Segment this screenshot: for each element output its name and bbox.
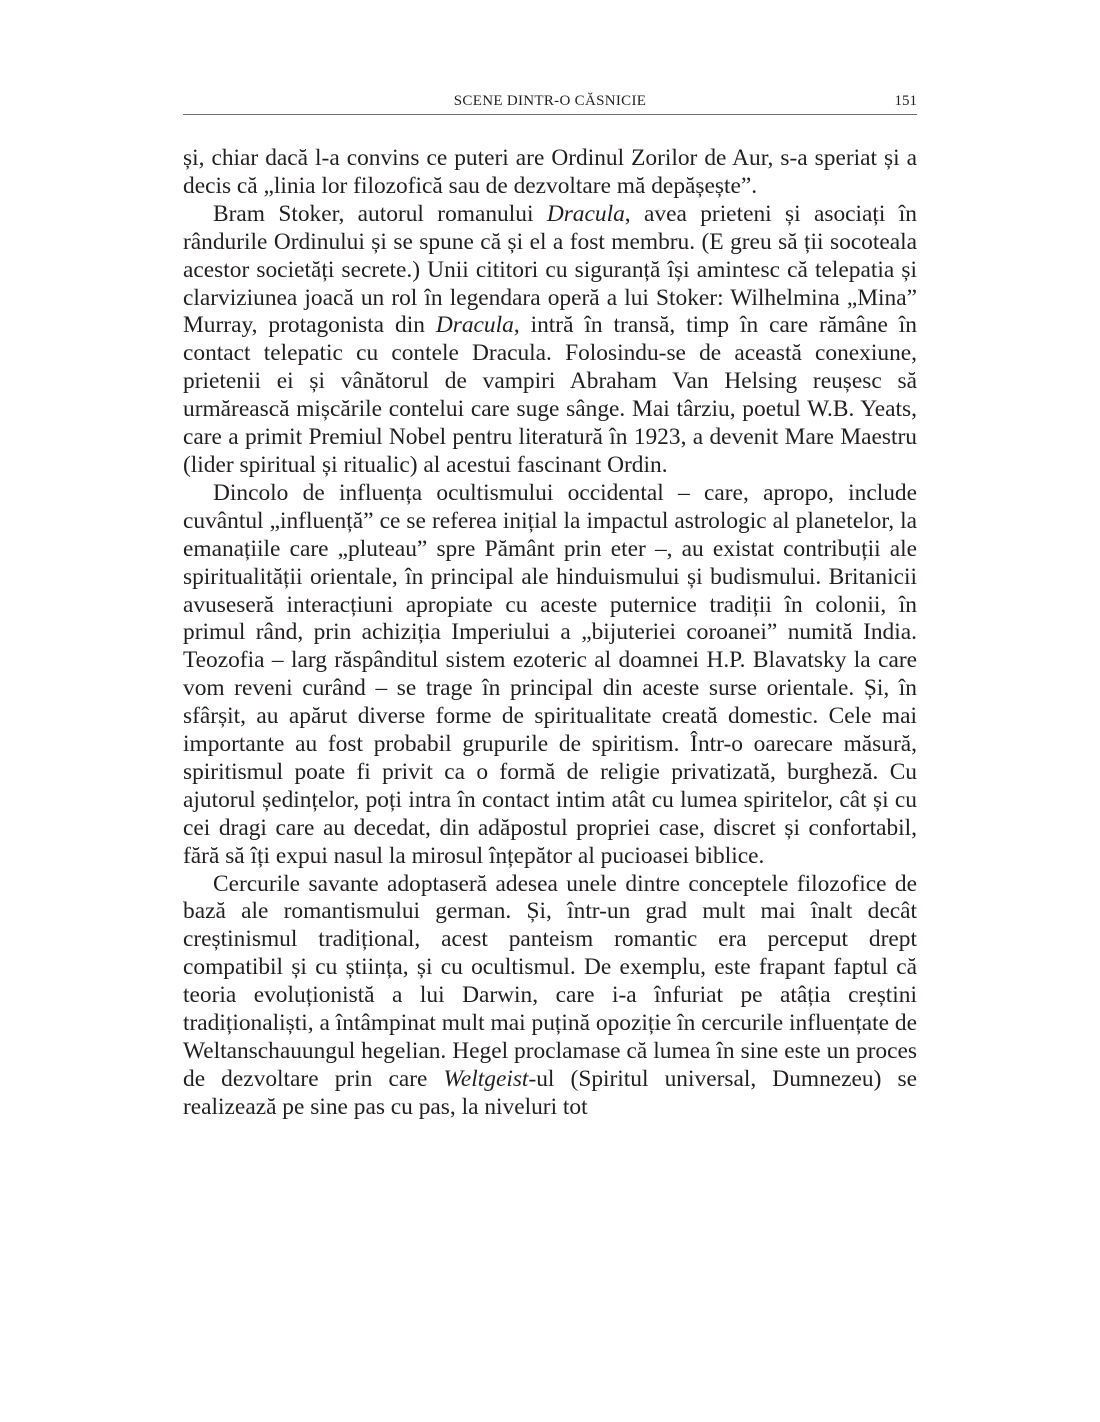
book-page: [183, 88, 917, 1122]
text-segment: , avea prieteni și asociați în rândurile Ordinului și se spune că și el a fost membru. (E greu să ții socoteala acestor societăți secrete.) Unii cititori cu siguranță își amintesc că telepatia și clarviziunea joacă un rol în legendara operă a lui Stoker: Wilhelmina „Mina” Murray, protagonista din: [183, 200, 917, 339]
text-segment: , intră în transă, timp în care rămâne în contact telepatic cu contele Dracula. Folosindu-se de această conexiune, prietenii ei și vânătorul de vampiri Abraham Van Helsing reușesc să urmărească mișcările contelui care suge sânge. Mai târziu, poetul W.B. Yeats, care a primit Premiul Nobel pentru literatură în 1923, a devenit Mare Maestru (lider spiritual și ritualic) al acestui fascinant Ordin.: [183, 312, 917, 478]
term-italic: Weltgeist: [443, 1065, 529, 1092]
paragraph-4: [183, 871, 917, 1122]
paragraph-3: [183, 480, 917, 871]
chapter-title: SCENE DINTR-O CĂSNICIE: [453, 93, 647, 109]
text-segment: Bram Stoker, autorul romanului: [213, 200, 547, 227]
paragraph-1: [183, 145, 917, 201]
text-segment: Cercurile savante adoptaseră adesea unele dintre conceptele filozofice de bază ale romantismului german. Și, într-un grad mult mai înalt decât creștinismul tradițional, acest panteism romantic era perceput drept compatibil și cu știința, și cu ocultismul. De exemplu, este frapant faptul că teoria evoluționistă a lui Darwin, care i-a înfuriat pe atâția creștini tradiționaliști, a întâmpinat mult mai puțină opoziție în cercurile influențate de Weltanschauungul hegelian. Hegel proclamase că lumea în sine este un proces de dezvoltare prin care: [183, 870, 917, 1092]
text-segment: -ul (Spiritul universal, Dumnezeu) se realizează pe sine pas cu pas, la niveluri tot: [183, 1065, 918, 1120]
book-title-italic: Dracula: [435, 312, 514, 339]
paragraph-2: [183, 201, 917, 480]
text-segment: Dincolo de influența ocultismului occidental – care, apropo, include cuvântul „influență” ce se referea inițial la impactul astrologic al planetelor, la emanațiile care „pluteau” spre Pământ prin eter –, au existat contribuții ale spiritualității orientale, în principal ale hinduismului și budismului. Britanicii avuseseră interacțiuni apropiate cu aceste puternice tradiții în colonii, în primul rând, prin achiziția Imperiului a „bijuteriei coroanei” numită India. Teozofia – larg răspânditul sistem ezoteric al doamnei H.P. Blavatsky la care vom reveni curând – se trage în principal din aceste surse orientale. Și, în sfârșit, au apărut diverse forme de spiritualitate creată domestic. Cele mai importante au fost probabil grupurile de spiritism. Într-o oarecare măsură, spiritismul poate fi privit ca o formă de religie privatizată, burgheză. Cu ajutorul ședințelor, poți intra în contact intim atât cu lumea spiritelor, cât și cu cei dragi care au decedat, din adăpostul propriei case, discret și confortabil, fără să îți expui nasul la mirosul înțepător al pucioasei biblice.: [183, 479, 917, 869]
book-title-italic: Dracula: [546, 200, 625, 227]
running-header: [183, 88, 917, 115]
text-segment: și, chiar dacă l-a convins ce puteri are Ordinul Zorilor de Aur, s-a speriat și a decis că „linia lor filozofică sau de dezvoltare mă depășește”.: [183, 145, 917, 199]
page-number: 151: [894, 93, 917, 109]
body-text: [183, 145, 917, 1122]
